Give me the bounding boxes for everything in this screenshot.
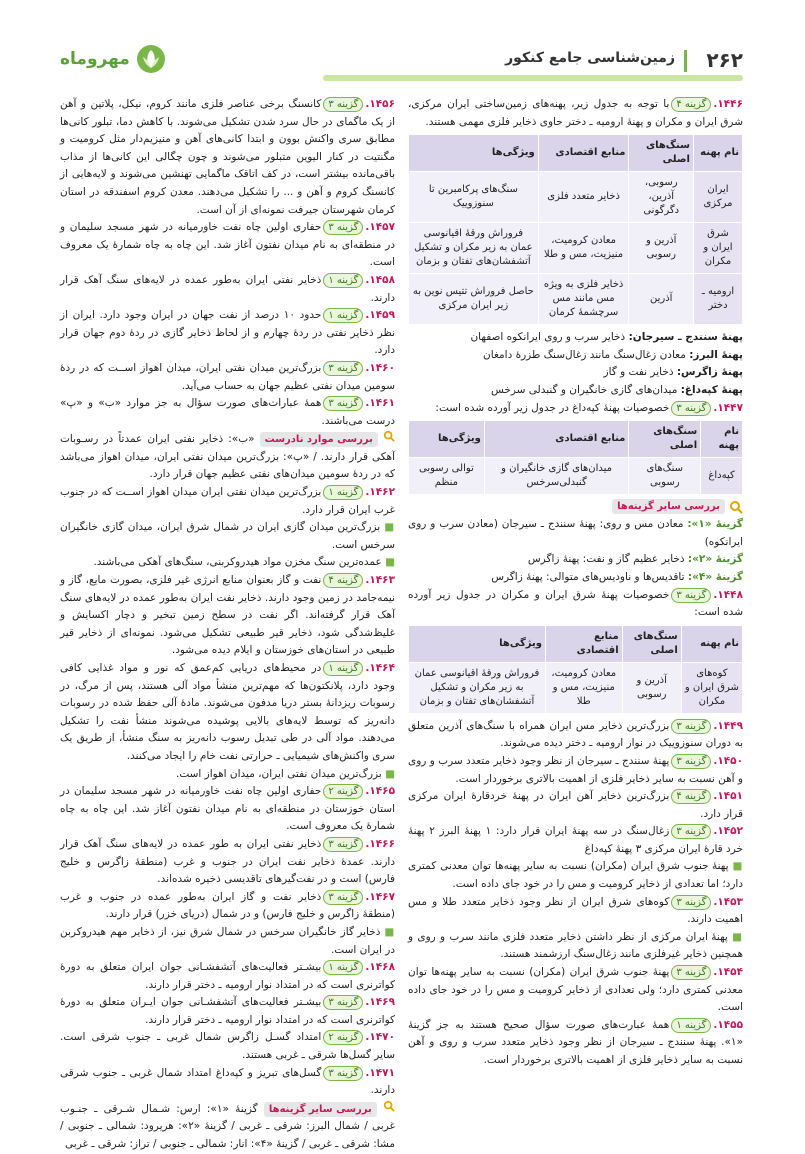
answer-text: با توجه به جدول زیر، پهنه‌های زمین‌ساختی ایران مرکزی، شرق ایران و مکران و پهنهٔ ارومیه ـ دختر حاوی ذخایر فلزی مهمی هستند. [408,98,743,128]
table-header: سنگ‌های اصلی [629,421,701,458]
review-item: گزینهٔ «۴»: تاقدیس‌ها و ناودیس‌های متوالی: پهنهٔ زاگرس [491,570,743,583]
bullet-note: ■ عمده‌ترین سنگ مخزن مواد هیدروکربنی، سنگ‌های آهکی می‌باشند. [93,556,395,569]
answer-1469: ۱۴۶۹.گزینه ۳بیشـتر فعالیت‌های آتشفشـانی جوان ایـران متعلق به دورهٔ کواترنری است که در امتداد نوار ارومیه ـ دختر قرار دارند. [60,996,395,1026]
table-cell: شرق ایران و مکران [693,223,742,274]
table-header: نام پهنه [693,135,742,172]
answer-1458: ۱۴۵۸.گزینه ۱ذخایر نفتی ایران به‌طور عمده در لایه‌های سنگ آهک قرار دارند. [60,273,395,304]
answer-1463: ۱۴۶۳.گزینه ۴نفت و گاز بعنوان منابع انرژی غیر فلزی، بصورت مایع، گاز و نیمه‌جامد در زمین وجود دارند. ذخایر نفت ایران به‌طور عمده در لایه‌های سنگ آهک قرار گرفته‌اند. اگر نفت در سطح زمین تبخیر و دچار اکسایش و غلیظ‌شدگی شود، ذخایر قیر طبیعی تشکیل می‌شود. نمونه‌ای از ذخایر قیر طبیعی در استان‌های خوزستان و ایلام دیده می‌شود. [60,574,395,657]
bullet-note: ■ بزرگ‌ترین میدان گازی ایران در شمال شرق ایران، میدان گازی خانگیران سرخس است. [60,521,395,551]
table-header: منابع اقتصادی [538,135,629,172]
answer-1466: ۱۴۶۶.گزینه ۳ذخایر نفتی ایران به طور عمده در لایه‌های سنگ آهک قرار دارند. عمدهٔ ذخایر نفت ایران در جنوب و غرب (منطقهٔ زاگرس و خلیج فارس) است و در نفت‌گیرهای تاقدیسی ذخیره شده‌اند. [60,837,395,886]
table-header: نام پهنه [701,421,743,458]
magnifier-icon [383,1100,395,1112]
table-cell: ذخایر فلزی به ویژه مس مانند مس سرچشمهٔ کرمان [538,274,629,325]
answer-1450: ۱۴۵۰.گزینه ۳پهنهٔ سنندج ـ سیرجان از نظر وجود ذخایر متعدد سرب و روی و آهن نسبت به سایر ذخایر فلزی از اهمیت بالاتری برخوردار است. [408,754,743,785]
table-cell: رسوبی، آذرین، دگرگونی [629,172,693,223]
answer-1457: ۱۴۵۷.گزینه ۳حفاری اولین چاه نفت خاورمیانه در شهر مسجد سلیمان و در منطقه‌ای به نام میدان نفتون آغاز شد. این چاه به چاه شمارهٔ یک معروف است. [60,221,395,269]
bullet-note: ■ بزرگ‌ترین میدان نفتی ایران، میدان اهواز است. [175,767,395,780]
table-cell: معادن کرومیت، منیزیت، مس و طلا [545,662,622,713]
answer-1451: ۱۴۵۱.گزینه ۴بزرگ‌ترین ذخایر آهن ایران در پهنهٔ خردقارهٔ ایران مرکزی قرار دارد. [408,790,743,820]
review-options-box: بررسی سایر گزینه‌ها گزینهٔ «۱»: ارس: شـمال شـرقی ـ جنـوب غربی / شمال البرز: شرقی ـ غربی / گزینهٔ «۲»: هریرود: شمالی ـ جنوبی / مشا: شرقی ـ غربی / گزینهٔ «۴»: انار: شمالی ـ جنوبی / تراز: شرقی ـ غربی [60,1100,395,1154]
review-wrong-items: بررسی موارد نادرست «ب»: ذخایر نفتی ایران عمدتاً در رسـوبات آهکی قرار دارند. / «پ»: بزرگ‌ترین میدان نفتی ایران، میدان اهواز می‌باشد که در ردهٔ سومین میدان‌های نفتی عظیم جهان قرار دارد. [60,430,395,484]
table-cell: فروراش ورقهٔ اقیانوسی عمان به زیر مکران و تشکیل آتشفشان‌های تفتان و بزمان [409,662,546,713]
magnifier-icon [729,500,743,514]
table-row [409,274,743,325]
review-title: بررسی سایر گزینه‌ها [612,499,725,514]
header-rule [323,75,743,81]
answer-1459: ۱۴۵۹.گزینه ۱حدود ۱۰ درصد از نفت جهان در ایران وجود دارد. ایران از نظر ذخایر نفتی در ردهٔ چهارم و از لحاظ ذخایر گازی در ردهٔ دوم جهان قرار دارد. [60,309,395,357]
coal-zones-list: ۱ پهنهٔ البرز ۲ پهنهٔ خرد قارهٔ ایران مرکزی ۳ پهنهٔ کپه‌داغ [408,825,743,855]
bullet-note: ■ پهنهٔ ایران مرکزی از نظر داشتن ذخایر متعدد فلزی مانند سرب و روی و همچنین ذخایر غیرفلزی مانند زغال‌سنگ ارزشمند هستند. [408,930,744,961]
answer-1461: ۱۴۶۱.گزینه ۳همهٔ عبارات‌های صورت سؤال به جز موارد «ب» و «پ» درست می‌باشند. [60,397,395,427]
table-cell: ایران مرکزی [693,172,742,223]
page-header [0,0,805,90]
table-cell: حاصل فروراش تتیس نوین به زیر ایران مرکزی [409,274,539,325]
answer-1452: ۱۴۵۲.گزینه ۳زغال‌سنگ در سه پهنهٔ ایران قرار دارد: ۱ پهنهٔ البرز ۲ پهنهٔ خرد قارهٔ ایران مرکزی ۳ پهنهٔ کپه‌داغ [408,825,743,855]
table-header: ویژگی‌ها [409,421,485,458]
table-cell: سنگ‌های رسوبی [629,458,701,495]
answer-1456: ۱۴۵۶.گزینه ۳کانسنگ برخی عناصر فلزی مانند کروم، نیکل، پلاتین و آهن از یک ماگمای در حال سرد شدن تشکیل می‌شوند. با کاهش دما، تبلور کانی‌ها مطابق سری واکنش بوون و ابتدا کانی‌های آهن و منیزیم‌دار مثل کرومیت و مگنتیت در کنار الیوین متبلور می‌شوند و چون چگالی این کانی‌ها از مذاب باقی‌مانده بیشتر است، در کف اتاقک ماگمایی تهنشین می‌شوند و لایه‌هایی از کانسنگ کروم و آهن و ... را تشکیل می‌دهند. معدن کروم اسفندقه در استان کرمان شهرستان جیرفت نمونه‌ای از آن است. [60,98,395,216]
table-header: سنگ‌های اصلی [622,625,681,662]
answer-1447: ۱۴۴۷.گزینه ۳خصوصیات پهنهٔ کپه‌داغ در جدول زیر آورده شده است: [435,401,743,414]
table-cell: میدان‌های گازی خانگیران و گنبدلی‌سرخس [484,458,629,495]
table-cell: کپه‌داغ [701,458,743,495]
table-header: منابع اقتصادی [484,421,629,458]
table-row [409,172,743,223]
zones-table [408,134,743,325]
brand-logo [60,44,166,74]
answer-badge: گزینه ۴ [671,97,711,112]
kopet-dagh-table [408,420,743,495]
magnifier-icon [383,430,395,442]
table-cell: ارومیه ـ دختر [693,274,742,325]
table-header: منابع اقتصادی [545,625,622,662]
zone-note: پهنهٔ کپه‌داغ: میدان‌های گازی خانگیران و گنبدلی سرخس [490,383,743,396]
answer-1448: ۱۴۴۸.گزینه ۳خصوصیات پهنهٔ شرق ایران و مکران در جدول زیر آورده شده است: [408,588,743,619]
answer-1471: ۱۴۷۱.گزینه ۳گسل‌های تبریز و کپه‌داغ امتداد شمال غربی ـ جنوب شرقی دارند. [60,1066,395,1097]
table-header: ویژگی‌ها [409,625,546,662]
answer-1470: ۱۴۷۰.گزینه ۲امتداد گسـل زاگرس شمال غربی ـ جنوب شرقی است. سایر گسل‌ها شرقی ـ غربی هستند. [60,1031,395,1062]
brand-logo-icon [136,44,166,74]
answer-1468: ۱۴۶۸.گزینه ۱بیشـتر فعالیت‌های آتشفشـانی جوان ایران متعلق به دورهٔ کواترنری است که در امتداد نوار ارومیه ـ دختر قرار دارند. [60,961,395,991]
review-item: گزینهٔ «۱»: معادن مس و روی: پهنهٔ سنندج ـ سیرجان (معادن سرب و روی ایرانکوه) [408,518,743,548]
bullet-note: ■ ذخایر گاز خانگیران سرخس در شمال شرق نیز، از ذخایر مهم هیدروکربن در ایران است. [60,925,395,956]
answer-1464: ۱۴۶۴.گزینه ۱در محیط‌های دریایی کم‌عمق که نور و مواد غذایی کافی وجود دارد، پلانکتون‌ها که مهم‌ترین منشأ مواد آلی هستند، پس از مرگ، در رسوبات ریزدانهٔ بستر دریا مدفون می‌شوند. مادهٔ آلی حفظ شده در رسوبات دانه‌ریز که توسط لایه‌های بالایی پوشیده می‌شوند منشأ نفت را تشکیل می‌دهند. مواد آلی در طی تبدیل رسوب دانه‌ریز به سنگ منشأ، از طریق یک سری واکنش‌های شیمیایی ـ حرارتی نفت خام را ایجاد می‌کنند. [60,662,395,762]
answer-1455: ۱۴۵۵.گزینه ۱همهٔ عبارت‌های صورت سؤال صحیح هستند به جز گزینهٔ «۱». پهنهٔ سنندج ـ سیرجان از نظر وجود ذخایر متعدد سرب و روی و آهن نسبت به سایر ذخایر فلزی از اهمیت بالاتری برخوردار است. [408,1018,743,1066]
review-options-box [408,499,743,514]
table-cell: ذخایر متعدد فلزی [538,172,629,223]
answer-1465: ۱۴۶۵.گزینه ۲حفاری اولین چاه نفت خاورمیانه در شهر مسجد سلیمان در استان خوزستان در منطقه‌ای به نام میدان نفتون آغاز شد. این چاه به چاه شمارهٔ یک معروف است. [60,785,395,833]
table-header: ویژگی‌ها [409,135,539,172]
table-cell: توالی رسوبی منظم [409,458,485,495]
answer-1453: ۱۴۵۳.گزینه ۳کوه‌های شرق ایران از نظر وجود ذخایر متعدد طلا و مس اهمیت دارند. [408,895,743,926]
bullet-note: ■ پهنهٔ جنوب شرق ایران (مکران) نسبت به سایر پهنه‌ها توان معدنی کمتری دارد؛ اما تعدادی از ذخایر کرومیت و مس را در خود جای داده است. [408,860,743,891]
header-accent-bar [684,50,687,72]
table-header: سنگ‌های اصلی [629,135,693,172]
brand-name: مهروماه [60,49,130,69]
table-cell: سنگ‌های پرکامبرین تا سنوزوییک [409,172,539,223]
zone-note: پهنهٔ سنندج ـ سیرجان: ذخایر سرب و روی ایرانکوه اصفهان [470,331,743,344]
zone-note: پهنهٔ زاگرس: ذخایر نفت و گاز [603,366,743,379]
answer-1467: ۱۴۶۷.گزینه ۳ذخایر نفت و گاز ایران به‌طور عمده در جنوب و غرب (منطقهٔ زاگرس و خلیج فارس) و در شمال (دریای خزر) قرار دارند. [60,890,395,921]
page-number: ۲۶۲ [706,48,743,72]
table-cell: کوه‌های شرق ایران و مکران [681,662,742,713]
table-cell: آذرین و رسوبی [622,662,681,713]
answer-1454: ۱۴۵۴.گزینه ۳پهنهٔ جنوب شرق ایران (مکران) نسبت به سایر پهنه‌ها توان معدنی کمتری دارد؛ ولی تعدادی از ذخایر کرومیت و مس را در خود جای داده است. [408,966,743,1014]
east-iran-table [408,625,743,714]
book-title: زمین‌شناسی جامع کنکور [505,50,675,66]
right-column [408,96,743,1070]
answer-1449: ۱۴۴۹.گزینه ۳بزرگ‌ترین ذخایر مس ایران همراه با سنگ‌های آذرین متعلق به دوران سنوزوییک در نوار ارومیه ـ دختر دیده می‌شوند. [408,719,743,750]
review-item: گزینهٔ «۲»: ذخایر عظیم گاز و نفت: پهنهٔ زاگرس [527,553,743,566]
table-cell: آذرین [629,274,693,325]
table-row [409,223,743,274]
question-number: ۱۴۴۶. [713,98,743,110]
table-cell: آذرین و رسوبی [629,223,693,274]
zone-note: پهنهٔ البرز: معادن زغال‌سنگ مانند زغال‌سنگ طزرهٔ دامغان [483,348,743,361]
table-cell: معادن کرومیت، منیزیت، مس و طلا [538,223,629,274]
answer-1460: ۱۴۶۰.گزینه ۳بزرگ‌ترین میدان نفتی ایران، میدان اهواز اســت که در ردهٔ سومین میدان نفتی عظیم جهان به حساب می‌آید. [60,361,395,392]
table-row [409,662,743,713]
answer-1446 [408,96,743,131]
review-title: بررسی سایر گزینه‌ها [264,1102,377,1117]
table-header: نام پهنه [681,625,742,662]
answer-1462: ۱۴۶۲.گزینه ۱بزرگ‌ترین میدان نفتی ایران میدان اهواز اســت که در جنوب غرب ایران قرار دارد. [60,486,395,516]
table-row [409,458,743,495]
table-cell: فروراش ورقهٔ اقیانوسی عمان به زیر مکران و تشکیل آتشفشان‌های تفتان و بزمان [409,223,539,274]
left-column [60,96,395,1154]
review-title: بررسی موارد نادرست [260,432,378,447]
